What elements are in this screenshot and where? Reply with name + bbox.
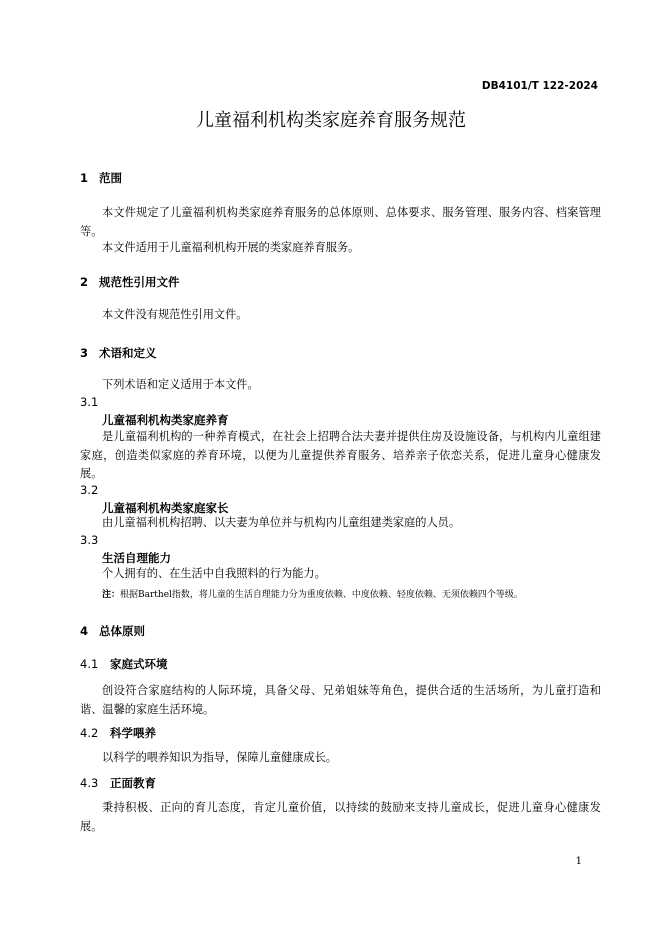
term-number: 3.2: [80, 483, 99, 497]
subsection-number: 4.2: [80, 726, 99, 740]
term-title: 儿童福利机构类家庭家长: [102, 501, 229, 515]
term-definition: 个人拥有的、在生活中自我照料的行为能力。: [102, 567, 326, 580]
subsection-number: 4.1: [80, 657, 99, 671]
section-number: 4: [80, 624, 89, 638]
subsection-title: 家庭式环境: [110, 657, 168, 671]
section-title: 范围: [99, 171, 122, 185]
term-definition: 由儿童福利机构招聘、以夫妻为单位并与机构内儿童组建类家庭的人员。: [102, 516, 461, 529]
subsection-title: 科学喂养: [110, 726, 156, 740]
term-definition: 是儿童福利机构的一种养育模式，在社会上招聘合法夫妻并提供住房及设施设备，与机构内儿童组建家庭，创造类似家庭的养育环境，以便为儿童提供养育服务、培养亲子依恋关系，促进儿童身心健康发展。: [80, 430, 601, 480]
paragraph: 创设符合家庭结构的人际环境，具备父母、兄弟姐妹等角色，提供合适的生活场所，为儿童打造和谐、温馨的家庭生活环境。: [80, 684, 601, 716]
paragraph: 下列术语和定义适用于本文件。: [102, 378, 259, 391]
note-label: 注：: [102, 590, 121, 600]
paragraph: 以科学的喂养知识为指导，保障儿童健康成长。: [102, 751, 337, 764]
section-title: 术语和定义: [99, 346, 157, 360]
paragraph: 秉持积极、正向的育儿态度，肯定儿童价值，以持续的鼓励来支持儿童成长，促进儿童身心健康发展。: [80, 801, 601, 833]
paragraph: 本文件规定了儿童福利机构类家庭养育服务的总体原则、总体要求、服务管理、服务内容、档案管理等。: [80, 206, 601, 238]
note-text: 根据Barthel指数，将儿童的生活自理能力分为重度依赖、中度依赖、轻度依赖、无须依赖四个等级。: [120, 590, 523, 600]
section-3-heading: [80, 345, 157, 361]
subsection-heading: [80, 775, 156, 791]
term-title: 儿童福利机构类家庭养育: [102, 413, 229, 427]
subsection-heading: [80, 656, 168, 672]
term-note: [102, 587, 523, 600]
subsection-heading: [80, 725, 156, 741]
term-title: 生活自理能力: [102, 551, 171, 565]
section-number: 2: [80, 275, 89, 289]
document-title: 儿童福利机构类家庭养育服务规范: [196, 110, 466, 131]
term-number: 3.3: [80, 533, 99, 547]
section-2-heading: [80, 274, 180, 290]
standard-number: DB4101/T 122-2024: [481, 80, 598, 92]
subsection-title: 正面教育: [110, 776, 156, 790]
page-number: 1: [575, 856, 582, 867]
term-number: 3.1: [80, 395, 99, 409]
section-number: 3: [80, 346, 89, 360]
section-title: 规范性引用文件: [99, 275, 180, 289]
paragraph: 本文件适用于儿童福利机构开展的类家庭养育服务。: [102, 241, 360, 254]
section-title: 总体原则: [99, 624, 145, 638]
paragraph: 本文件没有规范性引用文件。: [102, 308, 248, 321]
subsection-number: 4.3: [80, 776, 99, 790]
section-number: 1: [80, 171, 89, 185]
section-1-heading: [80, 170, 122, 186]
section-4-heading: [80, 623, 145, 639]
